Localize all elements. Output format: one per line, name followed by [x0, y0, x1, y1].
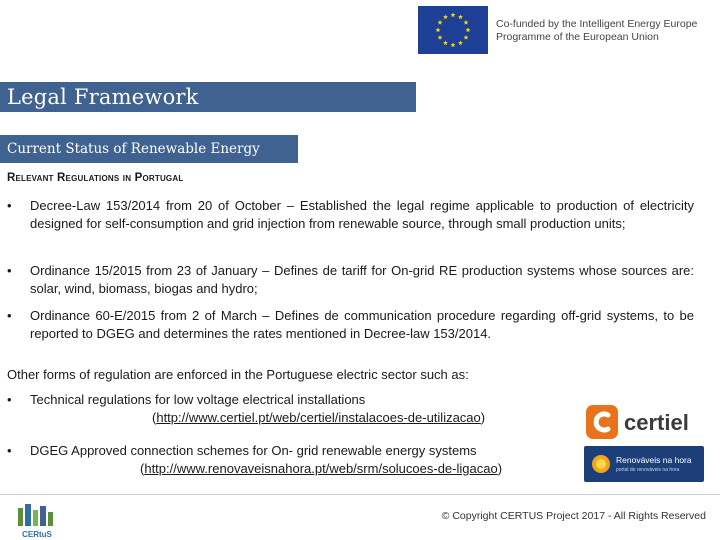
eu-line-1: Co-funded by the Intelligent Energy Europe [496, 18, 698, 30]
other-item-2-link-wrap: (http://www.renovaveisnahora.pt/web/srm/solucoes-de-ligacao) [140, 461, 503, 476]
regulation-item-3: Ordinance 60-E/2015 from 2 of March – Defines de communication procedure regarding off-grid systems, to be reported to DGEG and determines the rates mentioned in Decree-law 153/2014. [30, 308, 694, 341]
regulation-item-1: Decree-Law 153/2014 from 20 of October – Established the legal regime applicable to production of electricity designed for self-consumption and grid injection from renewable source, through small production units; [30, 198, 694, 231]
bullet-marker: • [7, 392, 12, 407]
page-title: Legal Framework [7, 85, 199, 109]
bullet-marker: • [7, 443, 12, 458]
other-item-1-link-wrap: (http://www.certiel.pt/web/certiel/instalacoes-de-utilizacao) [152, 410, 486, 425]
other-item-2 [30, 442, 580, 478]
eu-cofunding-text [496, 18, 697, 44]
bullet-marker: • [7, 263, 12, 278]
renovaveis-link[interactable]: http://www.renovaveisnahora.pt/web/srm/solucoes-de-ligacao [144, 461, 498, 476]
certus-logo [10, 500, 64, 540]
other-item-1 [30, 391, 580, 427]
other-item-1-text: Technical regulations for low voltage electrical installations [30, 392, 366, 407]
footer-divider [0, 494, 720, 495]
certiel-link[interactable]: http://www.certiel.pt/web/certiel/instalacoes-de-utilizacao [156, 410, 481, 425]
copyright-text: © Copyright CERTUS Project 2017 - All Rights Reserved [441, 510, 706, 522]
certiel-logo [584, 402, 708, 442]
subtitle-bar [0, 135, 298, 163]
renovaveis-logo [584, 446, 704, 482]
page-subtitle: Current Status of Renewable Energy [7, 141, 260, 157]
eu-line-2: Programme of the European Union [496, 31, 659, 43]
sun-icon [590, 453, 612, 475]
eu-flag-icon [418, 6, 488, 54]
bullet-marker: • [7, 198, 12, 213]
bullet-marker: • [7, 308, 12, 323]
renovaveis-logo-text: Renováveis na hora [616, 455, 692, 465]
section-heading: Relevant Regulations in Portugal [7, 172, 184, 184]
other-item-2-text: DGEG Approved connection schemes for On- grid renewable energy systems [30, 443, 477, 458]
certus-logo-text: CERtuS [22, 530, 52, 539]
certiel-logo-text: certiel [624, 410, 689, 435]
title-bar [0, 82, 416, 112]
eu-cofunding-block [418, 6, 714, 56]
other-forms-paragraph: Other forms of regulation are enforced in the Portuguese electric sector such as: [7, 367, 469, 382]
renovaveis-logo-subtext: portal de renováveis na hora [616, 467, 680, 473]
regulation-item-2: Ordinance 15/2015 from 23 of January – Defines de tariff for On-grid RE production systems whose sources are: solar, wind, biomass, biogas and hydro; [30, 263, 694, 296]
